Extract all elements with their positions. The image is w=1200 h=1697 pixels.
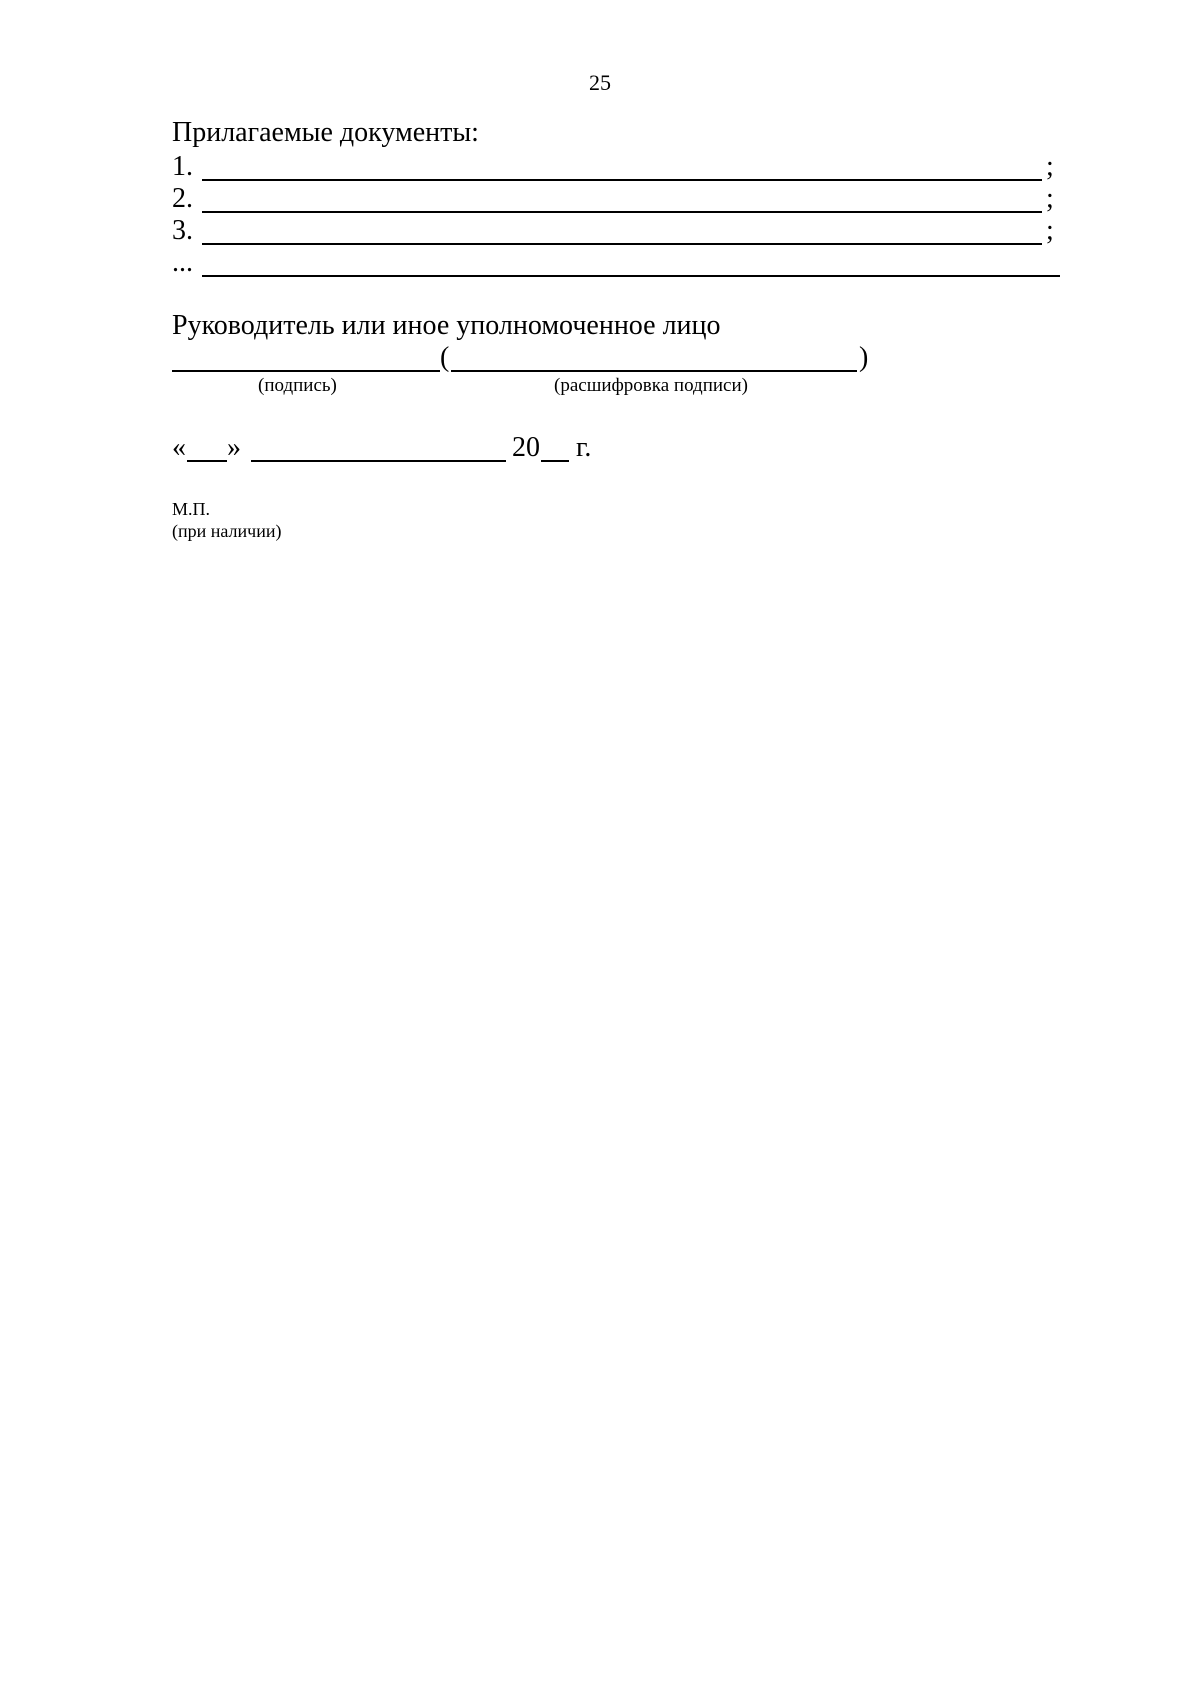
attachment-number: 3. bbox=[172, 215, 193, 246]
attachment-blank-line bbox=[202, 179, 1042, 181]
attachment-number: 2. bbox=[172, 183, 193, 214]
date-year-suffix: г. bbox=[576, 432, 592, 463]
seal-note: (при наличии) bbox=[172, 521, 282, 541]
attachment-semicolon: ; bbox=[1046, 215, 1054, 246]
signer-title: Руководитель или иное уполномоченное лицо bbox=[172, 310, 721, 341]
attachment-blank-line bbox=[202, 243, 1042, 245]
attachment-number: 1. bbox=[172, 151, 193, 182]
attachment-ellipsis: ... bbox=[172, 247, 193, 278]
seal-label: М.П. bbox=[172, 499, 211, 519]
date-day-line bbox=[187, 460, 227, 462]
date-month-line bbox=[251, 460, 506, 462]
attachment-item-more bbox=[172, 247, 1072, 279]
attachment-semicolon: ; bbox=[1046, 183, 1054, 214]
attachment-item-1 bbox=[172, 151, 1072, 183]
page-number: 25 bbox=[589, 70, 611, 95]
decoding-open-paren: ( bbox=[440, 342, 450, 373]
date-year-prefix: 20 bbox=[512, 432, 540, 463]
date-year-line bbox=[541, 460, 569, 462]
attachments-heading: Прилагаемые документы: bbox=[172, 117, 479, 148]
attachment-item-2 bbox=[172, 183, 1072, 215]
date-open-quote: « bbox=[172, 432, 186, 463]
decoding-caption: (расшифровка подписи) bbox=[554, 375, 748, 396]
decoding-line bbox=[451, 370, 857, 372]
signature-line bbox=[172, 370, 440, 372]
signature-caption: (подпись) bbox=[258, 375, 337, 396]
attachment-item-3 bbox=[172, 215, 1072, 247]
attachment-semicolon: ; bbox=[1046, 151, 1054, 182]
attachment-blank-line bbox=[202, 275, 1060, 277]
decoding-close-paren: ) bbox=[859, 342, 869, 373]
attachment-blank-line bbox=[202, 211, 1042, 213]
date-close-quote: » bbox=[227, 432, 241, 463]
